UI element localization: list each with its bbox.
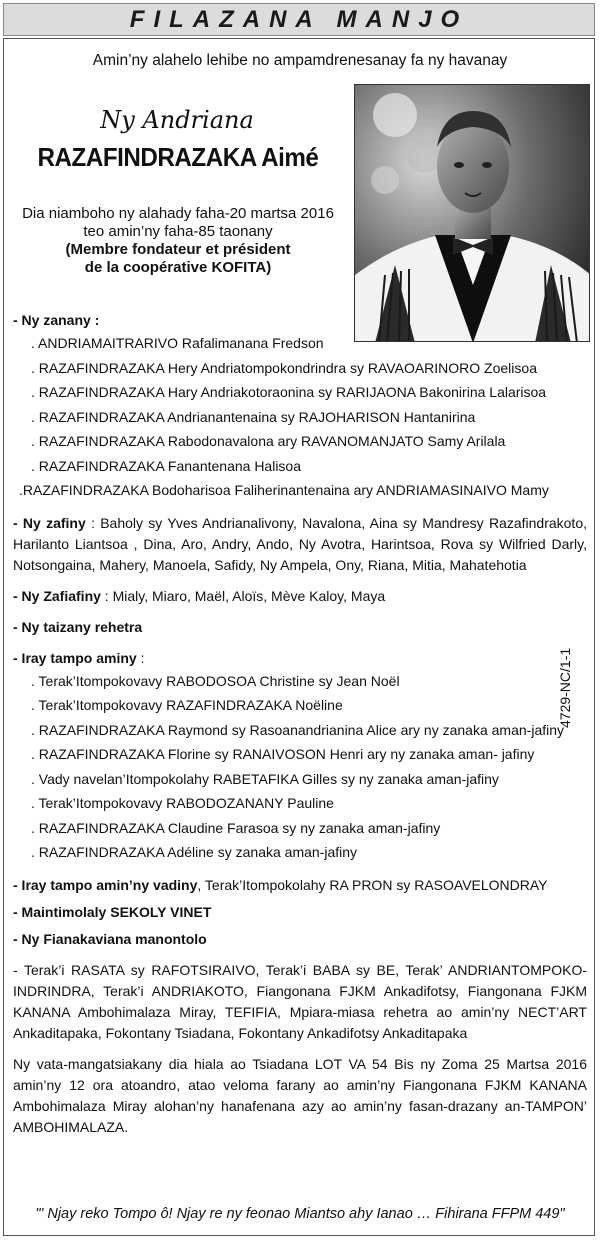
intro-line: Amin’ny alahelo lehibe no ampamdrenesanay fa ny havanay: [92, 52, 508, 69]
portrait-photo: [354, 84, 590, 342]
fianakaviana-heading: - Ny Fianakaviana manontolo: [13, 930, 207, 947]
iray-tampo-item: . RAZAFINDRAZAKA Florine sy RANAIVOSON Henri ary ny zanaka aman- jafiny: [31, 746, 535, 762]
zanany-item: .RAZAFINDRAZAKA Bodoharisoa Faliherinantenaina ary ANDRIAMASINAIVO Mamy: [19, 482, 549, 498]
iray-tampo-vadiny-line: [13, 875, 587, 896]
spacer: [13, 607, 587, 617]
zafiny-paragraph: [13, 513, 587, 576]
zanany-item: . ANDRIAMAITRARIVO Rafalimanana Fredson: [31, 335, 324, 351]
taizany-heading: - Ny taizany rehetra: [13, 618, 143, 635]
zafiafiny-paragraph: [13, 586, 587, 607]
iray-tampo-item: . Terak’Itompokovavy RABODOZANANY Pauline: [31, 795, 334, 811]
zafiny-heading: - Ny zafiny: [13, 514, 86, 531]
iray-tampo-item: . RAZAFINDRAZAKA Adéline sy zanaka aman-jafiny: [31, 844, 358, 860]
iray-tampo-vadiny-text: , Terak’Itompokolahy RA PRON sy RASOAVELONDRAY: [197, 876, 548, 893]
zanany-item: . RAZAFINDRAZAKA Andrianantenaina sy RAJOHARISON Hantanirina: [31, 408, 476, 425]
zanany-item: . RAZAFINDRAZAKA Hary Andriakotoraonina sy RARIJAONA Bakonirina Lalarisoa: [31, 384, 547, 400]
notice-body: [13, 310, 587, 1138]
iray-tampo-heading-line: [13, 648, 587, 669]
spacer: [13, 1044, 587, 1054]
others-paragraph: - Terak’i RASATA sy RAFOTSIRAIVO, Terak’i BABA sy BE, Terak’ ANDRIANTOMPOKO-INDRINDRA, Terak’i ANDRIAKOTO, Fiangonana FJKM Ankadifotsy, Fiangonana FJKM KANANA Ambohimalaza Miray, TEFIFIA, Mpiara-miasa rehetra ao amin’ny NECT’ART Ankaditapaka, Fokontany Tsiadana, Fokontany Ankadifotsy Ankaditapaka: [13, 961, 587, 1041]
zafiafiny-heading: - Ny Zafiafiny: [13, 587, 101, 604]
deceased-name: RAZAFINDRAZAKA Aimé: [37, 142, 319, 172]
maintimolaly-heading: - Maintimolaly SEKOLY VINET: [13, 903, 212, 920]
funeral-paragraph: Ny vata-mangatsiakany dia hiala ao Tsiadana LOT VA 54 Bis ny Zoma 25 Martsa 2016 amin’ny 12 ora atoandro, atao veloma farany ao amin’ny Fiangonana FJKM KANANA Ambohimalaza Miray alohan’ny hanafenana azy ao amin’ny fasan-drazany an-TAMPON’ AMBOHIMALAZA.: [13, 1055, 587, 1135]
death-date-line: Dia niamboho ny alahady faha-20 martsa 2016: [22, 205, 334, 222]
zafiny-text: : Baholy sy Yves Andrianalivony, Navalona, Aina sy Mandresy Razafindrakoto, Harilanto Liantsoa , Dina, Aro, Andry, Ando, Ny Avotra, Harintsoa, Rova sy Wilfried Darly, Notsongaina, Mahery, Manoela, Safidy, Ny Ampela, Ony, Riana, Mitia, Mahatehotia: [13, 514, 587, 573]
iray-tampo-vadiny-heading: - Iray tampo amin’ny vadiny: [13, 876, 198, 893]
iray-tampo-item: . Terak’Itompokovavy RAZAFINDRAZAKA Noëline: [31, 697, 343, 713]
iray-tampo-suffix: :: [136, 649, 145, 666]
closing-quote: "' Njay reko Tompo ô! Njay re ny feonao Miantso ahy Ianao … Fihirana FFPM 449": [35, 1206, 565, 1222]
role-line-1: (Membre fondateur et président: [65, 241, 291, 258]
spacer: [13, 950, 587, 960]
iray-tampo-item: . RAZAFINDRAZAKA Raymond sy Rasoanandrianina Alice ary ny zanaka aman-jafiny: [31, 721, 565, 738]
spacer: [13, 865, 587, 875]
zanany-item: . RAZAFINDRAZAKA Fanantenana Halisoa: [31, 457, 302, 474]
iray-tampo-heading: - Iray tampo aminy: [13, 649, 137, 666]
spacer: [13, 503, 587, 513]
zanany-heading: - Ny zanany :: [13, 312, 100, 328]
zanany-item: . RAZAFINDRAZAKA Hery Andriatompokondrindra sy RAVAOARINORO Zoelisoa: [31, 359, 537, 376]
spacer: [13, 638, 587, 648]
age-line: teo amin’ny faha-85 taonany: [83, 223, 273, 240]
reference-wrap: [557, 647, 600, 744]
notice-title: FILAZANA MANJO: [129, 5, 469, 33]
iray-tampo-item: . RAZAFINDRAZAKA Claudine Farasoa sy ny zanaka aman-jafiny: [31, 819, 441, 836]
iray-tampo-item: . Vady navelan’Itompokolahy RABETAFIKA Gilles sy ny zanaka aman-jafiny: [31, 770, 499, 787]
role-line-2: de la coopérative KOFITA): [84, 259, 272, 276]
notice-header: [3, 3, 595, 36]
death-details: [12, 205, 344, 277]
zafiafiny-text: : Mialy, Miaro, Maël, Aloïs, Mève Kaloy, Maya: [100, 587, 386, 604]
honorific: Ny Andriana: [100, 106, 254, 134]
spacer: [13, 576, 587, 586]
zanany-item: . RAZAFINDRAZAKA Rabodonavalona ary RAVANOMANJATO Samy Arilala: [31, 433, 506, 449]
iray-tampo-item: . Terak’Itompokovavy RABODOSOA Christine sy Jean Noël: [31, 672, 400, 689]
reference-number: 4729-NC/1-1: [557, 647, 573, 728]
